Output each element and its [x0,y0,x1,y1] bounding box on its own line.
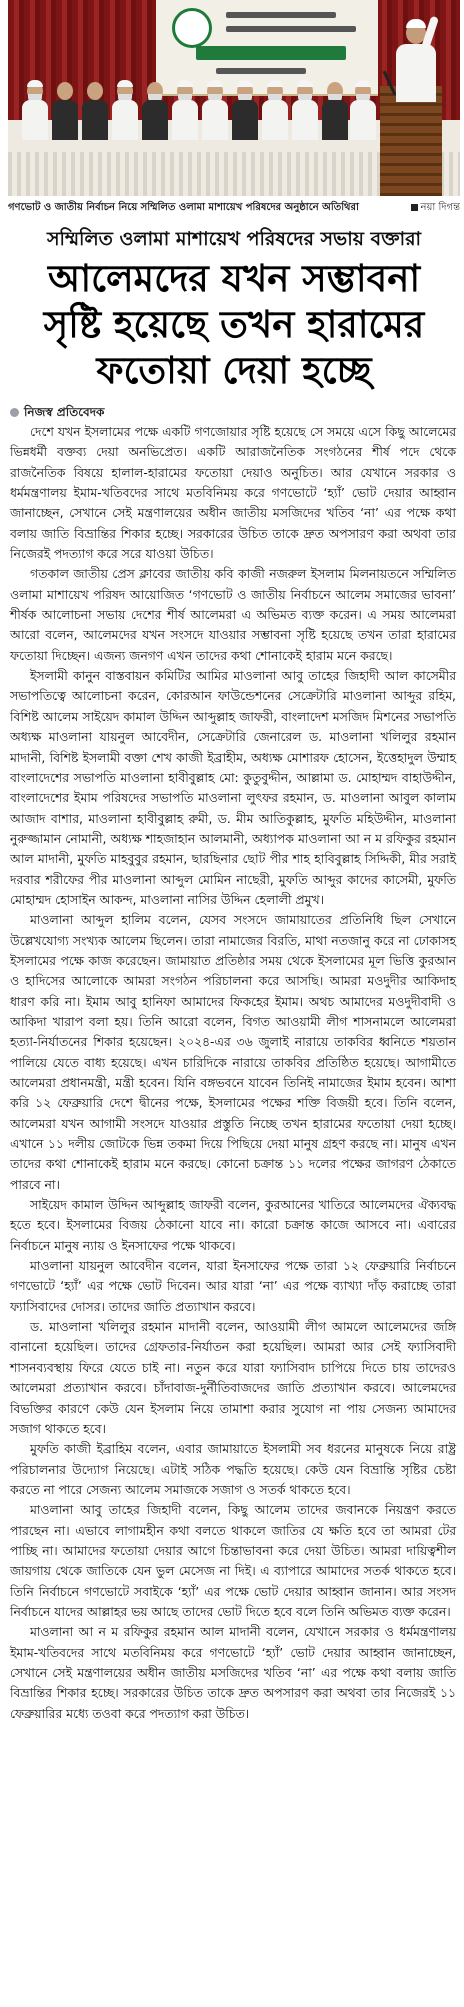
headline-line-1: আলেমদের যখন সম্ভাবনা [47,257,421,300]
photo-podium [380,86,442,196]
main-headline [8,256,460,394]
article-paragraph: মাওলানা আ ন ম রফিকুর রহমান আল মাদানী বলেন, যেখানে সরকার ও ধর্মমন্ত্রণালয় ইমাম-খতিবদের সাথে মতবিনিময় করে গণভোটে ‘হ্যাঁ’ ভোট দেয়ার আহ্বান জানাচ্ছেন, সেখানে সেই মন্ত্রণালয়ের অধীন জাতীয় মসজিদের খতিব ‘না’ এর পক্ষে কথা বলায় জাতি বিভ্রান্তির শিকার হচ্ছে। সরকারের উচিত তাকে দ্রুত অপসারণ করা অথবা তার নিজেরই ১১ ফেব্রুয়ারির মধ্যে তওবা করে পদত্যাগ করা উচিত। [10,1625,456,1721]
byline-bullet-icon [10,408,19,417]
article-paragraph: দেশে যখন ইসলামের পক্ষে একটি গণজোয়ার সৃষ্টি হয়েছে সে সময়ে এসে কিছু আলেমের ভিন্নধর্মী বক্তব্য দেয়া অনভিপ্রেত। একটি আরাজনৈতিক সংগঠনের শীর্ষ পদে থেকে রাজনৈতিক বিষয়ে হালাল-হারামের ফতোয়া দেয়াও অনুচিত। আর যেখানে সরকার ও ধর্মমন্ত্রণালয় ইমাম-খতিবদের সাথে মতবিনিময় করে গণভোটে ‘হ্যাঁ’ ভোট দেয়ার আহ্বান জানাচ্ছেন, সেখানে সেই মন্ত্রণালয়ের অধীন জাতীয় মসজিদের খতিব ‘না’ এর পক্ষে কথা বলায় জাতি বিভ্রান্তির শিকার হচ্ছে। সরকারের উচিত তাকে দ্রুত অপসারণ করা অথবা তার নিজেরই পদত্যাগ করে সরে যাওয়া উচিত। [10,425,456,562]
photo-speaker [396,22,436,102]
headline-line-3: ফতোয়া দেয়া হচ্ছে [96,349,372,392]
article-paragraph: সাইয়েদ কামাল উদ্দিন আব্দুল্লাহ জাফরী বলেন, কুরআনের খাতিরে আলেমদের ঐক্যবদ্ধ হতে হবে। ইসলামের বিজয় ঠেকানো যাবে না। কারো চক্রান্ত কাজে আসবে না। এবারের নির্বাচনে মানুষ ন্যায় ও ইনসাফের পক্ষে থাকবে। [10,1198,456,1253]
article-paragraph: মুফতি কাজী ইব্রাহিম বলেন, এবার জামায়াতে ইসলামী সব ধরনের মানুষকে নিয়ে রাষ্ট্র পরিচালনার উদ্যোগ নিয়েছে। এটাই সঠিক পদ্ধতি হয়েছে। কেউ যেন বিভ্রান্তি সৃষ্টির চেষ্টা করতে না পারে সেজন্য আলেম সমাজকে সজাগ ও সতর্ক থাকতে হবে। [10,1442,456,1497]
photo-caption-text: গণভোট ও জাতীয় নির্বাচন নিয়ে সম্মিলিত ওলামা মাশায়েখ পরিষদের অনুষ্ঠানে অতিথিরা [8,202,359,213]
article-paragraph: গতকাল জাতীয় প্রেস ক্লাবের জাতীয় কবি কাজী নজরুল ইসলাম মিলনায়তনে সম্মিলিত ওলামা মাশায়েখ পরিষদ আয়োজিত ‘গণভোট ও জাতীয় নির্বাচনে আলেম সমাজের ভাবনা’ শীর্ষক আলোচনা সভায় দেশের শীর্ষ আলেমরা এ অভিমত ব্যক্ত করেন। এ সময় আলেমরা আরো বলেন, আলেমদের যখন সংসদে যাওয়ার সম্ভাবনা সৃষ্টি হয়েছে তখন তারা হারামের ফতোয়া দিচ্ছেন। এজন্য জনগণ এখন তাদের কথা শোনাকেই হারাম মনে করছে। [10,567,456,663]
photo-credit [411,199,461,217]
article-body [10,422,456,1724]
article-paragraph: মাওলানা যায়নুল আবেদীন বলেন, যারা ইনসাফের পক্ষে তারা ১২ ফেব্রুয়ারি নির্বাচনে গণভোটে ‘হ্যাঁ’ এর পক্ষে ভোট দিবেন। আর যারা ‘না’ এর পক্ষে ব্যাখ্যা দাঁড় করাচ্ছে তারা ফ্যাসিবাদের দোসর। তাদের জাতি প্রত্যাখান করবে। [10,1259,456,1314]
headline-line-2: সৃষ্টি হয়েছে তখন হারামের [43,303,425,346]
byline [10,402,104,422]
byline-text: নিজস্ব প্রতিবেদক [24,405,105,419]
kicker-headline: সম্মিলিত ওলামা মাশায়েখ পরিষদের সভায় বক্তারা [46,228,422,250]
article-paragraph: মাওলানা আবু তাহের জিহাদী বলেন, কিছু আলেম তাদের জবানকে নিয়ন্ত্রণ করতে পারছেন না। এভাবে লাগামহীন কথা বলতে থাকলে জাতির যে ক্ষতি হবে তা আমরা টের পাচ্ছি না। আমাদের ফতোয়া দেয়ার আগে চিন্তাভাবনা করে দেয়া উচিত। আমরা দায়িত্বশীল জায়গায় থেকে জাতিকে যেন ভুল মেসেজ না দিই। এ ব্যাপারে আমাদের সতর্ক থাকতে হবে। তিনি নির্বাচনে গণভোটে সবাইকে ‘হ্যাঁ’ এর পক্ষে ভোট দেয়ার আহ্বান জানান। আর সংসদ নির্বাচনে যাদের আল্লাহর ভয় আছে তাদের ভোট দিতে হবে বলে তিনি অভিমত ব্যক্ত করেন। [10,1503,456,1619]
event-photo [8,0,460,196]
square-bullet-icon [411,204,418,211]
article-paragraph: ইসলামী কানুন বাস্তবায়ন কমিটির আমির মাওলানা আবু তাহের জিহাদী আল কাসেমীর সভাপতিত্বে আলোচনা করেন, কোরআন ফাউন্ডেশনের সেক্রেটারি মাওলানা আব্দুর রহিম, বিশিষ্ট আলেম সাইয়েদ কামাল উদ্দিন আব্দুল্লাহ জাফরী, বাংলাদেশ মসজিদ মিশনের সভাপতি অধ্যক্ষ মাওলানা যায়নুল আবেদীন, সেক্রেটারি জেনারেল ড. মাওলানা খলিলুর রহমান মাদানী, বিশিষ্ট ইসলামী বক্তা শেখ কাজী ইব্রাহীম, অধ্যক্ষ মোশারফ হোসেন, ইত্তেহাদুল উম্মাহ বাংলাদেশের সভাপতি মাওলানা হাবীবুল্লাহ মো: কুতুবুদ্দীন, আল্লামা ড. মোহাম্মদ বাহাউদ্দীন, বাংলাদেশের ইমাম পরিষদের সভাপতি মাওলানা লুৎফর রহমান, ড. মাওলানা আবুল কালাম আজাদ বাশার, মাওলানা হাবীবুল্লাহ রুমী, ড. মীম আতিকুল্লাহ, মুফতি মহিউদ্দীন, মাওলানা নুরুজ্জামান নোমানী, অধ্যক্ষ শাহজাহান আলমানী, অধ্যাপক মাওলানা আ ন ম রফিকুর রহমান আল মাদানী, মুফতি মাহবুবুর রহমান, ছারছিনার ছোট পীর শাহ হাবিবুল্লাহ সিদ্দিকী, মীর সরাই দরবার শরীফের পীর মাওলানা আব্দুল মোমিন নাছেরী, মুফতি আব্দুর কাদের কাসেমী, মুফতি মোহাম্মদ হোসাইন আকন্দ, মাওলানা নাসির উদ্দিন হেলালী প্রমুখ। [10,669,456,907]
banner-logo-icon [172,8,212,48]
photo-caption [8,199,460,217]
article-paragraph: মাওলানা আব্দুল হালিম বলেন, যেসব সংসদে জামায়াতের প্রতিনিধি ছিল সেখানে উল্লেখযোগ্য সংখ্যক আলেম ছিলেন। তারা নামাজের বিরতি, মাথা নতজানু করে না ঢোকাসহ ইসলামের পক্ষে কাজ করেছেন। জামায়াত প্রতিষ্ঠার সময় থেকে ইসলামের মূল ভিত্তি কুরআন ও হাদিসের আলোকে আমরা সংগঠন পরিচালনা করে আসছি। আমরা মওদুদীর আকিদাহ ধারণ করি না। ইমাম আবু হানিফা আমাদের ফিকহের ইমাম। অথচ আমাদের মওদুদীবাদী ও আকিদা খারাপ বলা হয়। তিনি আরো বলেন, বিগত আওয়ামী লীগ শাসনামলে আলেমরা হত্যা-নির্যাতনের শিকার হয়েছেন। ২০২৪-এর ৩৬ জুলাই নারায়ে তাকবির ধ্বনিতে শয়তান পালিয়ে যেতে বাধ্য হয়েছে। এখন চারিদিকে নারায়ে তাকবির প্রতিষ্ঠিত হয়েছে। আগামীতে আলেমরা প্রধানমন্ত্রী, মন্ত্রী হবেন। যিনি বঙ্গভবনে যাবেন তিনিই নামাজের ইমাম হবেন। আশা করি ১২ ফেব্রুয়ারি দেশে দ্বীনের পক্ষে, ইসলামের পক্ষের শক্তি বিজয়ী হবে। তিনি বলেন, আলেমরা যখন আগামী সংসদে যাওয়ার প্রস্তুতি নিচ্ছে তখন হারামের ফতোয়া দেয়া হচ্ছে। এখানে ১১ দলীয় জোটকে ভিন্ন তকমা দিয়ে পিছিয়ে দেয়া মানুষ গ্রহণ করছে না। মানুষ এখন তাদের কথা শোনাকেই হারাম মনে করছে। কোনো চক্রান্ত ১১ দলের পক্ষের জাগরণ ঠেকাতে পারবে না। [10,913,456,1192]
article-paragraph: ড. মাওলানা খলিলুর রহমান মাদানী বলেন, আওয়ামী লীগ আমলে আলেমদের জঙ্গি বানানো হয়েছিল। তাদের গ্রেফতার-নির্যাতন করা হয়েছিল। আমরা আর সেই ফ্যাসিবাদী শাসনব্যবস্থায় ফিরে যেতে চাই না। নতুন করে যারা ফ্যাসিবাদ চাপিয়ে দিতে চায় তাদেরও আলেমরা প্রত্যাখান করবে। চাঁদাবাজ-দুর্নীতিবাজদের জাতি প্রত্যাখান করবে। আলেমদের বিভক্তির কারণে কেউ যেন ইসলাম নিয়ে তামাশা করার সুযোগ না পায় সেজন্য আমাদের সজাগ থাকতে হবে। [10,1320,456,1436]
photo-credit-text: নয়া দিগন্ত [420,202,460,213]
